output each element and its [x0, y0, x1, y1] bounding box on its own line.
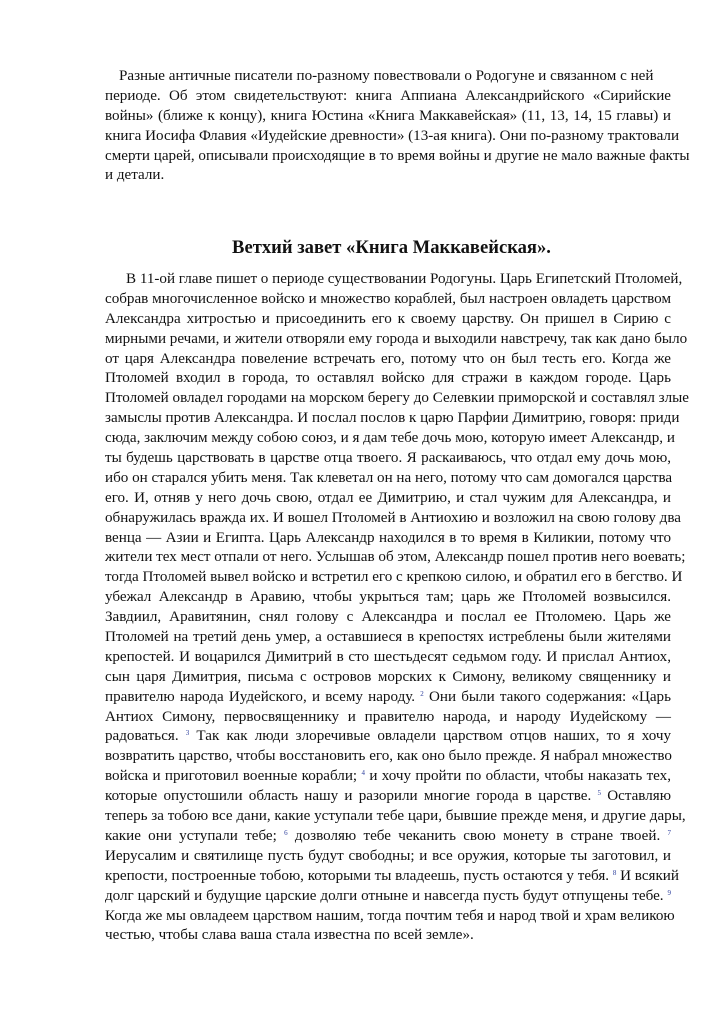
- text-line: ты будешь царствовать в царстве отца твоего. Я раскаиваюсь, что отдал ему дочь мою,: [105, 450, 671, 467]
- text-fragment: И всякий: [620, 867, 679, 884]
- intro-paragraph: [105, 67, 690, 186]
- footnote-marker: 7: [667, 828, 671, 837]
- text-line: Антиох Симону, первосвященнику и правителю народа, и народу Иудейскому —: [105, 708, 671, 725]
- text-line: сын царя Димитрия, письма с островов морских к Симону, великому священнику и: [105, 668, 671, 685]
- text-line: [105, 827, 671, 847]
- text-line: и детали.: [105, 167, 165, 184]
- text-line: Птоломей овладел городами на морском берегу до Селевкии приморской и составлял злые: [105, 390, 689, 407]
- text-line: ибо он старался убить меня. Так клеветал он на него, потому что сам домогался царства: [105, 469, 673, 486]
- text-line: смерти царей, описывали происходящие в то время войны и другие не мало важные факты: [105, 147, 690, 164]
- text-fragment: радоваться.: [105, 728, 179, 745]
- footnote-marker: 4: [361, 769, 365, 778]
- text-fragment: правителю народа Иудейского, и всему народу.: [105, 688, 416, 705]
- text-line: [105, 787, 671, 807]
- text-line: Птоломей входил в города, то оставлял войско для стражи в каждом городе. Царь: [105, 370, 671, 387]
- text-line: тогда Птоломей вывел войско и встретил его с крепкою силою, и обратил его в бегство. И: [105, 569, 683, 586]
- text-line: войны» (ближе к концу), книга Юстина «Книга Маккавейская» (11, 13, 14, 15 главы) и: [105, 107, 671, 124]
- text-line: [105, 887, 671, 907]
- text-line: [105, 867, 679, 887]
- text-fragment: и хочу пройти по области, чтобы наказать тех,: [369, 768, 671, 785]
- footnote-marker: 9: [667, 888, 671, 897]
- text-line: жители тех мест отпали от него. Услышав об этом, Александр пошел против него воевать;: [105, 549, 686, 566]
- text-line: [105, 688, 671, 708]
- footnote-marker: 3: [185, 729, 190, 738]
- text-line: мирными речами, и жители отворяли ему города и выходили навстречу, так как дано было: [105, 330, 688, 347]
- text-fragment: Так как люди злоречивые овладели царством отцов наших, то я хочу: [196, 728, 672, 745]
- text-line: замыслы против Александра. И послал послов к царю Парфии Димитрию, говоря: приди: [105, 410, 680, 427]
- text-fragment: Они были такого содержания: «Царь: [429, 688, 671, 705]
- text-line: от царя Александра повеление встречать его, потому что он был тесть его. Когда же: [105, 350, 671, 367]
- text-line: Александра хитростью и присоединить его к своему царству. Он пришел в Сирию с: [105, 310, 671, 327]
- text-fragment: войска и приготовил военные корабли;: [105, 768, 358, 785]
- text-fragment: какие они уступали тебе;: [105, 827, 277, 844]
- text-line: собрав многочисленное войско и множество кораблей, был настроен овладеть царством: [105, 290, 671, 307]
- text-fragment: долг царский и будущие царские долги отныне и навсегда пусть будут отпущены тебе.: [105, 887, 664, 904]
- text-line: сюда, заключим между собою союз, и я дам тебе дочь мою, которую имеет Александр, и: [105, 430, 675, 447]
- footnote-marker: 6: [284, 828, 288, 837]
- text-fragment: дозволяю тебе чеканить свою монету в стране твоей.: [294, 827, 661, 844]
- text-line: [105, 767, 671, 787]
- text-line: обнаружилась вражда их. И вошел Птоломей в Антиохию и возложил на свою голову два: [105, 509, 681, 526]
- footnote-marker: 8: [612, 868, 617, 877]
- text-fragment: крепости, построенные тобою, которыми ты владеешь, пусть остаются у тебя.: [105, 867, 610, 884]
- text-line: книга Иосифа Флавия «Иудейские древности» (13-ая книга). Они по-разному трактовали: [105, 127, 680, 144]
- body-paragraph: [105, 270, 689, 946]
- text-line: его. И, отняв у него дочь свою, отдал ее Димитрию, и стал чужим для Александра, и: [105, 489, 671, 506]
- text-line: Птоломей на третий день умер, а оставшиеся в крепостях истреблены были жителями: [105, 629, 671, 646]
- text-line: теперь за тобою все дани, какие уступали тебе цари, бывшие прежде меня, и другие дары,: [105, 808, 686, 825]
- text-line: периоде. Об этом свидетельствуют: книга Аппиана Александрийского «Сирийские: [105, 87, 671, 104]
- text-line: крепостей. И воцарился Димитрий в сто шестьдесят седьмом году. И прислал Антиох,: [105, 648, 671, 665]
- section-heading: Ветхий завет «Книга Маккавейская».: [232, 237, 551, 258]
- text-line: Завдиил, Аравитянин, снял голову с Александра и послал ее Птоломею. Царь же: [105, 609, 671, 626]
- text-line: [105, 727, 671, 747]
- text-fragment: которые опустошили область нашу и разорили многие города в царстве.: [105, 788, 592, 805]
- text-line: Когда же мы овладеем царством нашим, тогда почтим тебя и народ твой и храм великою: [105, 907, 675, 924]
- footnote-marker: 5: [597, 789, 601, 798]
- footnote-marker: 2: [420, 689, 424, 698]
- text-fragment: Оставляю: [607, 788, 671, 805]
- text-line: Разные античные писатели по-разному повествовали о Родогуне и связанном с ней: [119, 68, 654, 84]
- text-line: убежал Александр в Аравию, чтобы укрыться там; царь же Птоломей возвысился.: [105, 589, 671, 606]
- text-line: честью, чтобы слава ваша стала известна по всей земле».: [105, 927, 474, 944]
- text-line: венца — Азии и Египта. Царь Александр находился в то время в Киликии, потому что: [105, 529, 671, 546]
- text-line: В 11-ой главе пишет о периоде существовании Родогуны. Царь Египетский Птоломей,: [126, 271, 683, 287]
- text-line: возвратить царство, чтобы восстановить его, как оно было прежде. Я набрал множество: [105, 748, 672, 765]
- text-line: Иерусалим и святилище пусть будут свободны; и все оружия, которые ты заготовил, и: [105, 847, 671, 864]
